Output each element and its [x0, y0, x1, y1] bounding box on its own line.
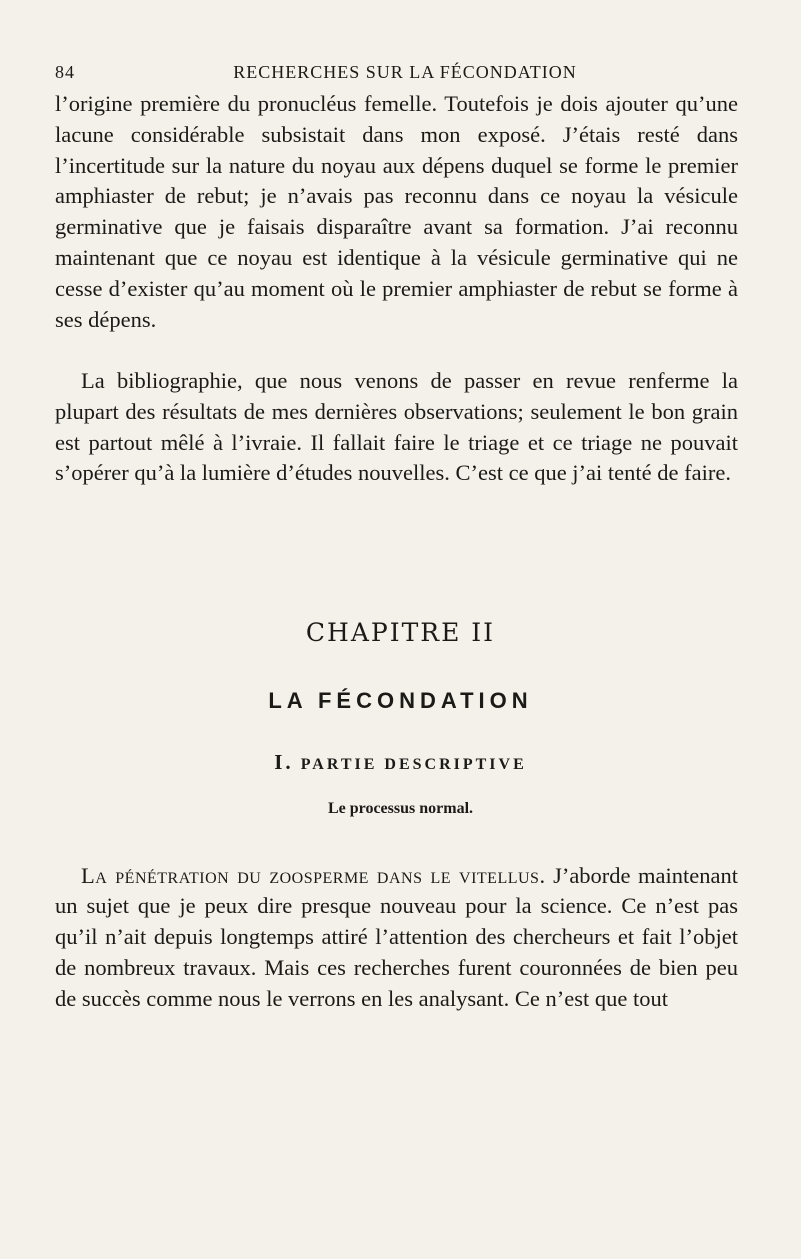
- subsection-title: Le processus normal.: [327, 800, 474, 817]
- paragraph-3-text: J’aborde maintenant un sujet que je peux dire presque nouveau pour la science. Ce n’est pas qu’il n’ait depuis longtemps attiré l’attention des chercheurs et fait l’objet de nombreux travaux. Mais ces recherches furent couronnées de bien peu de succès comme nous le verrons en les analysant. Ce n’est que tout: [55, 862, 738, 1011]
- page-header: [55, 62, 755, 88]
- paragraph-3-lead: La pénétration du zoosperme dans le vitellus.: [81, 862, 546, 888]
- paragraph-3-body: [55, 861, 738, 1015]
- section-title: LA FÉCONDATION: [268, 688, 533, 713]
- paragraph-1: [55, 89, 738, 335]
- part-label: PARTIE DESCRIPTIVE: [300, 756, 527, 773]
- paragraph-2-text: La bibliographie, que nous venons de passer en revue renferme la plupart des résultats de mes dernières observations; seulement le bon grain est partout mêlé à l’ivraie. Il fallait faire le triage et ce triage ne pouvait s’opérer qu’à la lumière d’études nouvelles. C’est ce que j’ai tenté de faire.: [55, 368, 738, 486]
- running-head: RECHERCHES SUR LA FÉCONDATION: [233, 62, 577, 82]
- page-number: 84: [55, 62, 75, 82]
- part-title: [0, 750, 801, 775]
- part-number: I.: [274, 750, 294, 774]
- chapter-title: CHAPITRE II: [305, 618, 496, 647]
- paragraph-2: [55, 366, 738, 489]
- paragraph-3: [55, 838, 738, 1037]
- paragraph-1-text: l’origine première du pronucléus femelle. Toutefois je dois ajouter qu’une lacune considérable subsistait dans mon exposé. J’étais resté dans l’incertitude sur la nature du noyau aux dépens duquel se forme le premier amphiaster de rebut; je n’avais pas reconnu dans ce noyau la vésicule germinative que je faisais disparaître avant sa formation. J’ai reconnu maintenant que ce noyau est identique à la vésicule germinative qui ne cesse d’exister qu’au moment où le premier amphiaster de rebut se forme à ses dépens.: [55, 91, 738, 332]
